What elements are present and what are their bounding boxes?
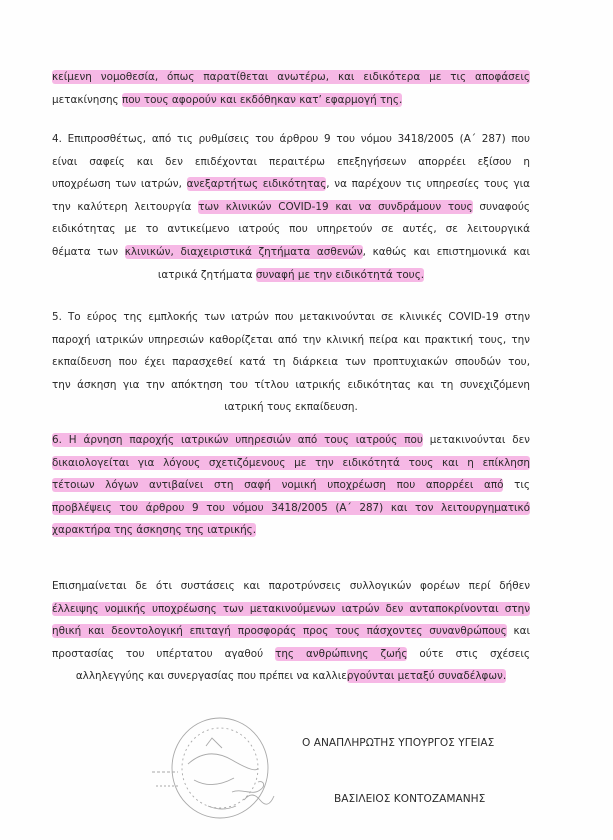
text-segment: ιατρική τους εκπαίδευση. bbox=[224, 401, 358, 414]
text-segment: θέματα των bbox=[52, 245, 125, 258]
highlighted-text: δικαιολογείται για λόγους σχετιζόμενους με την ειδικότητά τους και η επίκληση bbox=[52, 456, 530, 469]
text-segment: 4. Επιπροσθέτως, από τις ρυθμίσεις του άρθρου 9 του νόμου 3418/2005 (Α΄ 287) που bbox=[52, 133, 530, 145]
paragraph-closing-note bbox=[52, 575, 530, 688]
text-line bbox=[52, 429, 530, 452]
text-segment: προστασίας του υπέρτατου αγαθού bbox=[52, 647, 276, 660]
text-segment: εκπαίδευση που έχει παρασχεθεί κατά τη διάρκεια των προπτυχιακών σπουδών του, bbox=[52, 356, 530, 369]
text-segment: μετακίνησης bbox=[52, 93, 122, 106]
text-segment: παροχή ιατρικών υπηρεσιών καθορίζεται από την κλινική πείρα και πρακτική τους, την bbox=[52, 333, 530, 346]
highlighted-text: 6. Η άρνηση παροχής ιατρικών υπηρεσιών από τους ιατρούς που bbox=[52, 434, 423, 446]
paragraph-continuation bbox=[52, 66, 530, 111]
paragraph-5 bbox=[52, 306, 530, 419]
text-line bbox=[52, 218, 530, 241]
text-line bbox=[52, 396, 530, 419]
highlighted-text: κείμενη νομοθεσία, όπως παρατίθεται ανωτέρω, και ειδικότερα με τις αποφάσεις bbox=[52, 71, 530, 83]
text-line bbox=[52, 66, 530, 89]
highlighted-text: ανεξαρτήτως ειδικότητας bbox=[186, 178, 327, 191]
text-line bbox=[52, 306, 530, 329]
text-segment: αλληλεγγύης και συνεργασίας που πρέπει να καλλιε bbox=[75, 670, 347, 683]
text-segment: τις bbox=[503, 479, 530, 492]
text-line bbox=[52, 89, 530, 112]
text-line bbox=[52, 598, 530, 621]
text-segment: μετακινούνται δεν bbox=[422, 434, 530, 446]
highlighted-text: ργούνται μεταξύ συναδέλφων. bbox=[346, 670, 507, 683]
signatory-name: ΒΑΣΙΛΕΙΟΣ ΚΟΝΤΟΖΑΜΑΝΗΣ bbox=[334, 793, 486, 805]
paragraph-6 bbox=[52, 429, 530, 542]
text-segment: υποχρέωση των ιατρών, bbox=[52, 178, 187, 191]
text-segment: συναφούς bbox=[472, 200, 530, 213]
highlighted-text: τέτοιων λόγων αντιβαίνει στη σαφή νομική υποχρέωση που απορρέει από bbox=[52, 479, 504, 492]
text-line bbox=[52, 264, 530, 287]
text-line bbox=[52, 128, 530, 151]
text-segment: , καθώς και επιστημονικά και bbox=[362, 245, 530, 258]
official-stamp-icon bbox=[148, 706, 298, 830]
highlighted-text: έλλειψης νομικής υποχρέωσης των μετακινούμενων ιατρών δεν ανταποκρίνονται στην bbox=[52, 602, 530, 615]
text-line bbox=[52, 151, 530, 174]
text-line bbox=[52, 620, 530, 643]
text-segment: Επισημαίνεται δε ότι συστάσεις και παροτρύνσεις συλλογικών φορέων περί δήθεν bbox=[52, 580, 530, 592]
text-line bbox=[52, 665, 530, 688]
text-line bbox=[52, 241, 530, 264]
text-line bbox=[52, 643, 530, 666]
text-line bbox=[52, 519, 530, 542]
highlighted-text: των κλινικών COVID-19 και να συνδράμουν τους bbox=[198, 200, 473, 213]
text-segment: την άσκηση για την απόκτηση του τίτλου ιατρικής ειδικότητας και τη συνεχιζόμενη bbox=[52, 378, 530, 391]
text-segment: ούτε στις σχέσεις bbox=[407, 647, 530, 660]
text-segment: , να παρέχουν τις υπηρεσίες τους για bbox=[326, 178, 530, 191]
highlighted-text: της ανθρώπινης ζωής bbox=[275, 647, 408, 660]
text-line bbox=[52, 575, 530, 598]
text-line bbox=[52, 374, 530, 397]
paragraph-4 bbox=[52, 128, 530, 286]
highlighted-text: συναφή με την ειδικότητά τους. bbox=[255, 268, 425, 281]
text-line bbox=[52, 173, 530, 196]
text-segment: ειδικότητας με το αντικείμενο ιατρούς που υπηρετούν σε αυτές, σε λειτουργικά bbox=[52, 223, 530, 236]
highlighted-text: προβλέψεις του άρθρου 9 του νόμου 3418/2005 (Α΄ 287) και τον λειτουργηματικό bbox=[52, 501, 530, 514]
text-segment: και bbox=[506, 625, 530, 638]
highlighted-text: που τους αφορούν και εκδόθηκαν κατ’ εφαρμογή της. bbox=[121, 93, 403, 106]
text-segment: την καλύτερη λειτουργία bbox=[52, 200, 199, 213]
text-line bbox=[52, 329, 530, 352]
text-line bbox=[52, 497, 530, 520]
text-segment: ιατρικά ζητήματα bbox=[157, 268, 256, 281]
text-line bbox=[52, 474, 530, 497]
text-segment: είναι σαφείς και δεν επιδέχονται περαιτέρω επεξηγήσεων απορρέει εξίσου η bbox=[52, 155, 530, 168]
highlighted-text: ηθική και δεοντολογική επιταγή προσφοράς προς τους πάσχοντες συνανθρώπους bbox=[52, 625, 507, 638]
text-line bbox=[52, 452, 530, 475]
highlighted-text: χαρακτήρα της άσκησης της ιατρικής. bbox=[52, 524, 257, 537]
text-line bbox=[52, 351, 530, 374]
highlighted-text: κλινικών, διαχειριστικά ζητήματα ασθενών bbox=[124, 245, 363, 258]
text-segment: 5. Το εύρος της εμπλοκής των ιατρών που μετακινούνται σε κλινικές COVID-19 στην bbox=[52, 311, 530, 323]
signatory-title: Ο ΑΝΑΠΛΗΡΩΤΗΣ ΥΠΟΥΡΓΟΣ ΥΓΕΙΑΣ bbox=[302, 737, 495, 749]
text-line bbox=[52, 196, 530, 219]
